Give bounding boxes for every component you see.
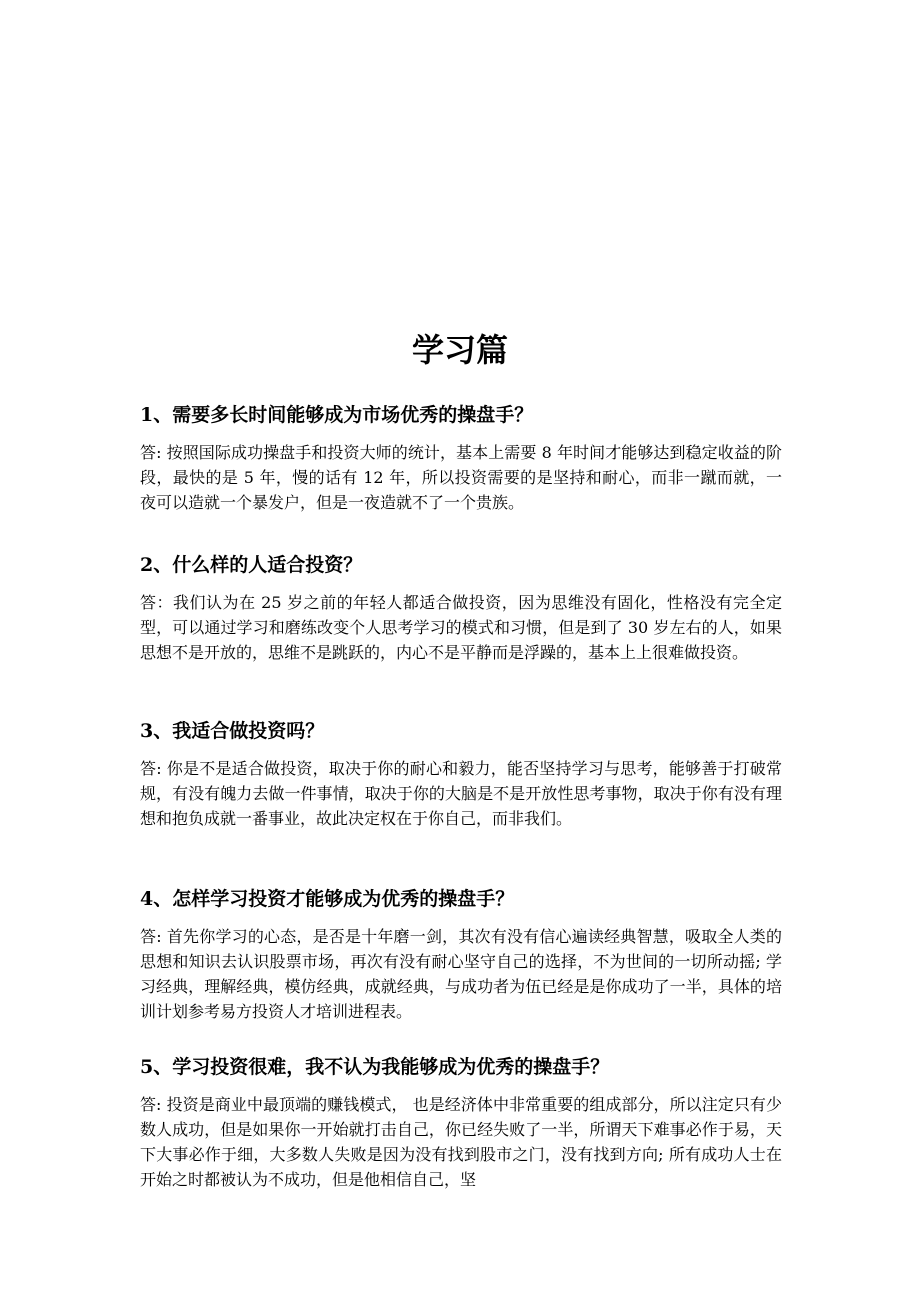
question-heading: 3、我适合做投资吗？	[140, 720, 325, 742]
question-heading: 1、需要多长时间能够成为市场优秀的操盘手？	[140, 404, 534, 426]
question-heading: 4、怎样学习投资才能够成为优秀的操盘手？	[140, 888, 515, 910]
qa-section	[140, 400, 782, 515]
question-heading: 5、学习投资很难，我不认为我能够成为优秀的操盘手？	[140, 1056, 610, 1078]
answer-paragraph: 答: 投资是商业中最顶端的赚钱模式， 也是经济体中非常重要的组成部分，所以注定只有少数人成功，但是如果你一开始就打击自己，你已经失败了一半，所谓天下难事必作于易，天下大事必作于细，大多数人失败是因为没有找到股市之门，没有找到方向; 所有成功人士在开始之时都被认为不成功，但是他相信自己，坚	[140, 1095, 782, 1189]
answer-paragraph: 答: 你是不是适合做投资，取决于你的耐心和毅力，能否坚持学习与思考，能够善于打破常规，有没有魄力去做一件事情，取决于你的大脑是不是开放性思考事物，取决于你有没有理想和抱负成就一番事业，故此决定权在于你自己，而非我们。	[140, 759, 782, 828]
question-heading: 2、什么样的人适合投资？	[140, 554, 363, 576]
qa-section	[140, 716, 782, 831]
qa-section	[140, 884, 782, 1024]
answer-paragraph: 答：我们认为在 25 岁之前的年轻人都适合做投资，因为思维没有固化，性格没有完全定型，可以通过学习和磨练改变个人思考学习的模式和习惯，但是到了 30 岁左右的人，如果思想不是开放的，思维不是跳跃的，内心不是平静而是浮躁的，基本上上很难做投资。	[140, 593, 782, 662]
qa-section	[140, 550, 782, 665]
answer-paragraph: 答: 按照国际成功操盘手和投资大师的统计，基本上需要 8 年时间才能够达到稳定收益的阶段，最快的是 5 年，慢的话有 12 年，所以投资需要的是坚持和耐心，而非一蹴而就，一夜可以造就一个暴发户，但是一夜造就不了一个贵族。	[140, 443, 782, 512]
qa-section	[140, 1052, 782, 1192]
answer-paragraph: 答: 首先你学习的心态，是否是十年磨一剑，其次有没有信心遍读经典智慧，吸取全人类的思想和知识去认识股票市场，再次有没有耐心坚守自己的选择，不为世间的一切所动摇; 学习经典，理解经典，模仿经典，成就经典，与成功者为伍已经是是你成功了一半，具体的培训计划参考易方投资人才培训进程表。	[140, 927, 782, 1021]
page-title: 学习篇	[411, 331, 508, 369]
